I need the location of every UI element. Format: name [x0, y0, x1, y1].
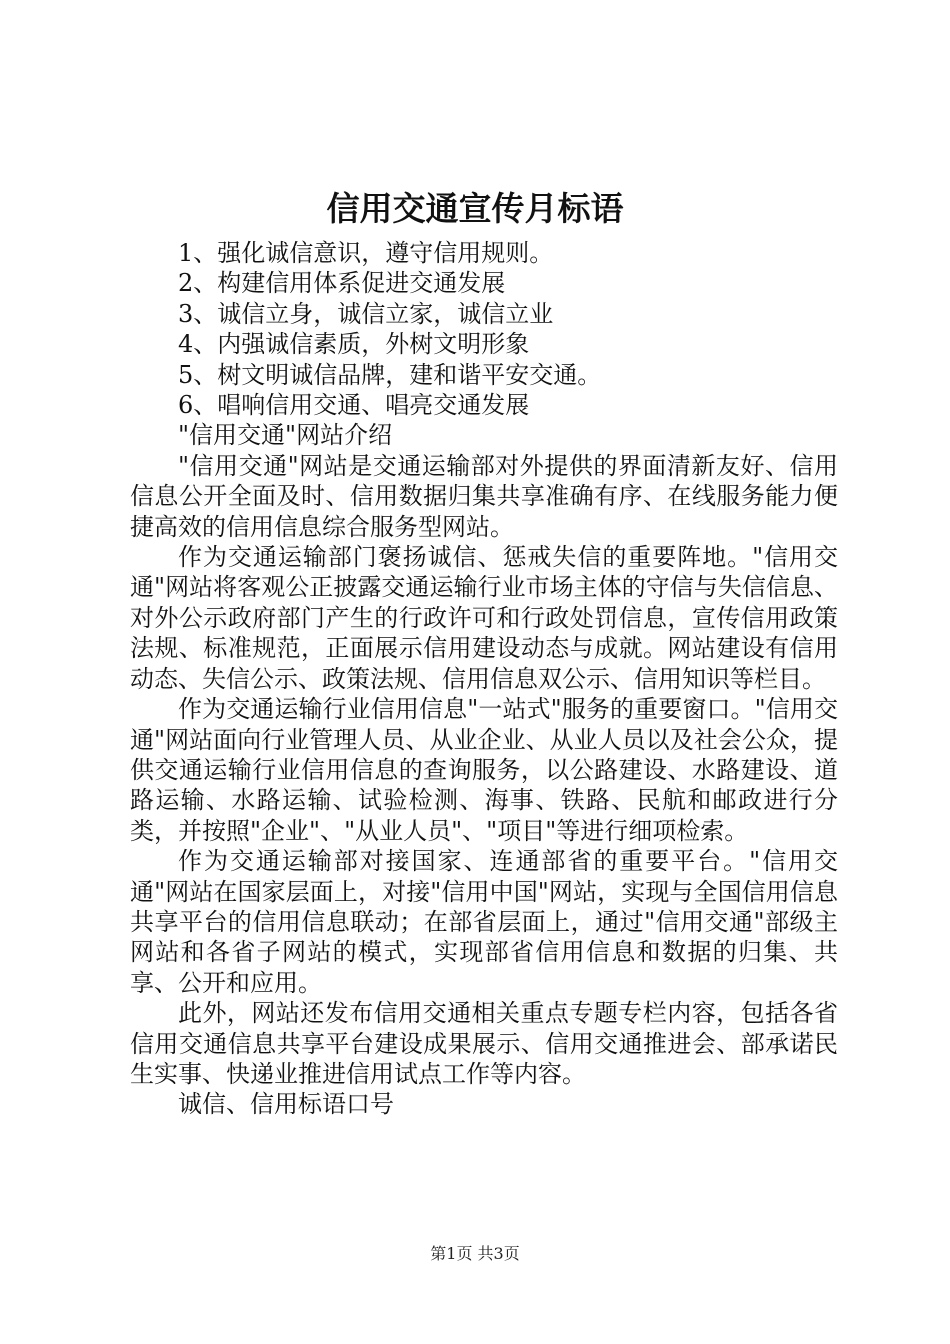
slogan-item: 3、诚信立身，诚信立家，诚信立业 [178, 299, 554, 328]
slogan-item: 6、唱响信用交通、唱亮交通发展 [178, 391, 530, 420]
document-title: 信用交通宣传月标语 [326, 189, 624, 228]
document-body [130, 238, 838, 1120]
section-heading: 诚信、信用标语口号 [178, 1090, 394, 1119]
body-paragraph: 作为交通运输部门褒扬诚信、惩戒失信的重要阵地。"信用交通"网站将客观公正披露交通运输行业市场主体的守信与失信信息、对外公示政府部门产生的行政许可和行政处罚信息，宣传信用政策法规、标准规范，正面展示信用建设动态与成就。网站建设有信用动态、失信公示、政策法规、信用信息双公示、信用知识等栏目。 [130, 543, 838, 693]
slogan-item: 5、树文明诚信品牌，建和谐平安交通。 [178, 360, 602, 389]
body-paragraph: "信用交通"网站是交通运输部对外提供的界面清新友好、信用信息公开全面及时、信用数据归集共享准确有序、在线服务能力便捷高效的信用信息综合服务型网站。 [130, 451, 838, 541]
slogan-item: 2、构建信用体系促进交通发展 [178, 269, 506, 298]
section-heading: "信用交通"网站介绍 [178, 421, 393, 450]
page-number: 第1页 共3页 [430, 1244, 520, 1263]
body-paragraph: 作为交通运输部对接国家、连通部省的重要平台。"信用交通"网站在国家层面上，对接"信用中国"网站，实现与全国信用信息共享平台的信用信息联动；在部省层面上，通过"信用交通"部级主网站和各省子网站的模式，实现部省信用信息和数据的归集、共享、公开和应用。 [130, 847, 838, 997]
slogan-item: 1、强化诚信意识，遵守信用规则。 [178, 239, 554, 267]
body-paragraph: 此外，网站还发布信用交通相关重点专题专栏内容，包括各省信用交通信息共享平台建设成果展示、信用交通推进会、部承诺民生实事、快递业推进信用试点工作等内容。 [130, 999, 838, 1088]
body-paragraph: 作为交通运输行业信用信息"一站式"服务的重要窗口。"信用交通"网站面向行业管理人员、从业企业、从业人员以及社会公众，提供交通运输行业信用信息的查询服务，以公路建设、水路建设、道路运输、水路运输、试验检测、海事、铁路、民航和邮政进行分类，并按照"企业"、"从业人员"、"项目"等进行细项检索。 [130, 695, 838, 845]
slogan-item: 4、内强诚信素质，外树文明形象 [178, 330, 530, 359]
